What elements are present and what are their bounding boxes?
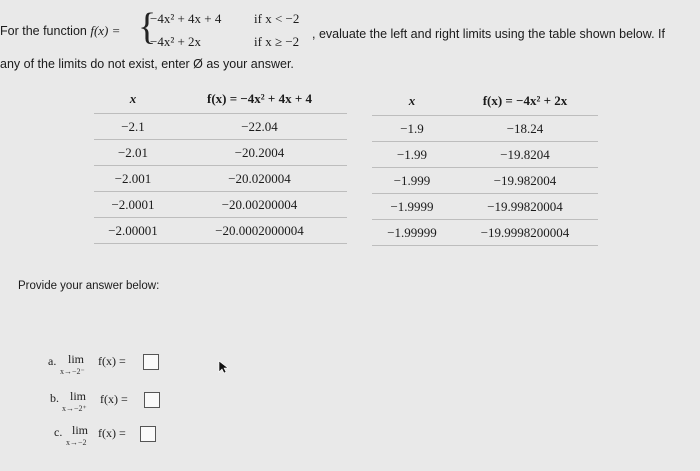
answer-b-sub: x→−2⁺ xyxy=(62,404,87,413)
answer-c-letter: c. xyxy=(54,425,63,439)
piece-2-cond: if x ≥ −2 xyxy=(254,34,300,49)
prompt-instruction-line2: any of the limits do not exist, enter Ø as your answer. xyxy=(0,57,294,71)
answer-a-sub: x→−2⁻ xyxy=(60,367,85,376)
mouse-pointer-icon xyxy=(218,360,230,374)
provide-answer-heading: Provide your answer below: xyxy=(18,280,160,292)
table-row: −1.9999 −19.99820004 xyxy=(372,194,598,220)
prompt-intro: For the function f(x) = xyxy=(0,23,121,38)
answer-a-expr: f(x) = xyxy=(98,354,126,368)
right-values-table xyxy=(372,87,598,246)
table-row: −1.9 −18.24 xyxy=(372,116,598,142)
left-header-fx: f(x) = −4x² + 4x + 4 xyxy=(206,91,312,106)
table-row: −1.99 −19.8204 xyxy=(372,142,598,168)
right-header-x: x xyxy=(408,93,416,108)
piece-1-cond: if x < −2 xyxy=(254,11,300,26)
answer-c-sub: x→−2 xyxy=(66,438,87,447)
answer-b-letter: b. xyxy=(50,391,59,405)
table-row: −2.001 −20.020004 xyxy=(94,166,347,192)
answer-a-letter: a. xyxy=(48,354,57,368)
table-row: −2.1 −22.04 xyxy=(94,114,347,140)
left-values-table xyxy=(94,85,347,244)
piece-1-expr: −4x² + 4x + 4 xyxy=(150,11,222,26)
table-row: −2.00001 −20.0002000004 xyxy=(94,218,347,244)
answer-a-input[interactable] xyxy=(143,354,159,370)
answer-a-lim: lim xyxy=(68,352,85,366)
answer-c-expr: f(x) = xyxy=(98,426,126,440)
table-row: −1.99999 −19.9998200004 xyxy=(372,220,598,246)
prompt-instruction: , evaluate the left and right limits using the table shown below. If xyxy=(312,27,665,41)
table-row: −2.01 −20.2004 xyxy=(94,140,347,166)
piece-2-expr: −4x² + 2x xyxy=(150,34,202,49)
right-header-fx: f(x) = −4x² + 2x xyxy=(482,93,568,108)
answer-b-input[interactable] xyxy=(144,392,160,408)
answer-c-input[interactable] xyxy=(140,426,156,442)
answer-b-lim: lim xyxy=(70,389,87,403)
piecewise-brace: { xyxy=(138,6,157,48)
left-header-x: x xyxy=(129,91,137,106)
function-label: f(x) = xyxy=(90,23,121,38)
table-row: −1.999 −19.982004 xyxy=(372,168,598,194)
answer-c-lim: lim xyxy=(72,423,89,437)
table-row: −2.0001 −20.00200004 xyxy=(94,192,347,218)
answer-b-expr: f(x) = xyxy=(100,392,128,406)
